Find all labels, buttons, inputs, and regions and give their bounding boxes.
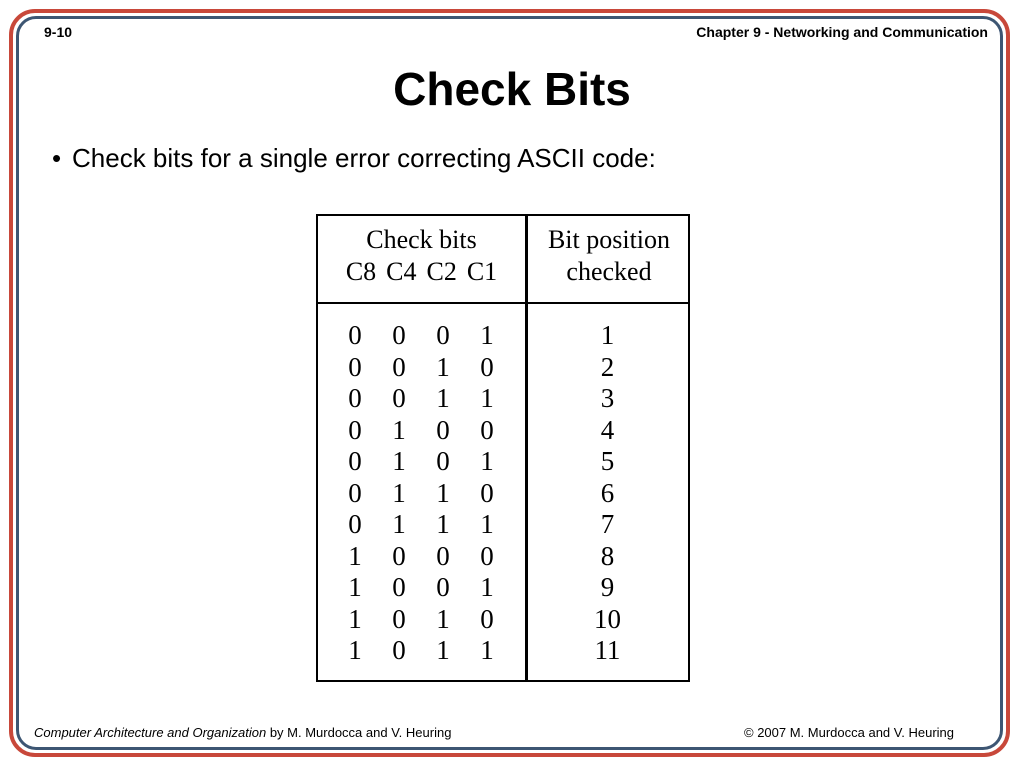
chapter-title: Chapter 9 - Networking and Communication: [696, 24, 988, 40]
table-header-divider: [318, 302, 688, 304]
table-row: [318, 509, 688, 541]
table-body: [318, 320, 688, 667]
check-bit-cell: 1: [436, 635, 450, 665]
check-bit-cell: 1: [480, 320, 494, 350]
check-bit-cell: 0: [480, 540, 494, 571]
check-bit-cell: 0: [348, 446, 362, 476]
header-col-c8: C8: [345, 257, 377, 286]
check-bit-cell: 1: [348, 603, 362, 634]
check-bit-cell: 0: [392, 383, 406, 413]
check-bits-table: [316, 214, 690, 682]
bit-position-cell: 1: [600, 320, 615, 350]
row-check-bits: [318, 415, 524, 447]
slide-number: 9-10: [44, 24, 73, 40]
row-check-bits: [318, 572, 524, 604]
table-row: [318, 352, 688, 384]
row-check-bits: [318, 352, 524, 384]
bit-position-cell: 6: [600, 477, 615, 508]
row-check-bits: [318, 383, 524, 415]
check-bit-cell: 1: [348, 572, 362, 602]
header-col-c2: C2: [426, 257, 457, 286]
bit-position-cell: 2: [600, 351, 615, 382]
table-row: [318, 383, 688, 415]
footer-book-title: Computer Architecture and Organization: [34, 725, 267, 740]
check-bit-cell: 0: [436, 414, 450, 445]
check-bit-cell: 0: [480, 351, 494, 382]
table-row: [318, 541, 688, 573]
check-bit-cell: 0: [348, 414, 362, 445]
check-bit-cell: 0: [480, 414, 494, 445]
footer-copyright: © 2007 M. Murdocca and V. Heuring: [744, 725, 954, 740]
table-row: [318, 478, 688, 510]
row-check-bits: [318, 446, 524, 478]
check-bit-cell: 1: [348, 635, 362, 665]
check-bit-cell: 0: [348, 351, 362, 382]
bit-position-cell: 3: [600, 383, 615, 413]
check-bit-cell: 1: [436, 509, 450, 539]
row-check-bits: [318, 541, 524, 573]
table-header-check-bits: [318, 224, 525, 288]
footer-authors: by M. Murdocca and V. Heuring: [266, 725, 452, 740]
header-col-c1: C1: [466, 257, 498, 286]
row-check-bits: [318, 478, 524, 510]
header-col-c4: C4: [386, 257, 417, 286]
bit-position-cell: 4: [600, 414, 615, 445]
check-bit-cell: 1: [392, 414, 406, 445]
check-bit-cell: 1: [392, 477, 406, 508]
check-bit-cell: 1: [480, 509, 494, 539]
table-row: [318, 415, 688, 447]
header-bit-position-label: Bit position: [547, 225, 671, 254]
bit-position-cell: 8: [600, 540, 615, 571]
table-row: [318, 635, 688, 667]
check-bit-cell: 0: [348, 477, 362, 508]
table-row: [318, 446, 688, 478]
table-row: [318, 604, 688, 636]
row-check-bits: [318, 320, 524, 352]
check-bit-cell: 1: [436, 477, 450, 508]
table-row: [318, 572, 688, 604]
check-bit-cell: 0: [392, 540, 406, 571]
check-bit-cell: 0: [392, 320, 406, 350]
check-bit-cell: 0: [480, 603, 494, 634]
table-row: [318, 320, 688, 352]
row-check-bits: [318, 509, 524, 541]
check-bit-cell: 1: [392, 509, 406, 539]
bit-position-cell: 11: [594, 635, 621, 665]
check-bit-cell: 1: [480, 572, 494, 602]
bullet-item: [52, 143, 656, 174]
bit-position-cell: 9: [600, 572, 615, 602]
check-bit-cell: 1: [392, 446, 406, 476]
check-bit-cell: 0: [392, 603, 406, 634]
check-bit-cell: 0: [436, 320, 450, 350]
row-check-bits: [318, 604, 524, 636]
bullet-text: Check bits for a single error correcting ASCII code:: [72, 143, 656, 173]
header-check-bit-columns: [318, 256, 525, 288]
check-bit-cell: 0: [348, 383, 362, 413]
check-bit-cell: 1: [436, 383, 450, 413]
header-check-bits-label: Check bits: [366, 225, 477, 254]
check-bit-cell: 1: [480, 446, 494, 476]
check-bit-cell: 1: [436, 351, 450, 382]
check-bit-cell: 0: [392, 572, 406, 602]
check-bit-cell: 1: [348, 540, 362, 571]
footer-book-credit: [34, 725, 451, 740]
bit-position-cell: 7: [600, 509, 615, 539]
check-bit-cell: 0: [436, 572, 450, 602]
bit-position-cell: 5: [600, 446, 615, 476]
check-bit-cell: 1: [436, 603, 450, 634]
bullet-dot-icon: •: [52, 143, 62, 173]
header-checked-label: checked: [566, 257, 652, 286]
check-bit-cell: 0: [392, 351, 406, 382]
check-bit-cell: 1: [480, 635, 494, 665]
check-bit-cell: 0: [392, 635, 406, 665]
check-bit-cell: 0: [348, 509, 362, 539]
check-bit-cell: 0: [480, 477, 494, 508]
slide-title: Check Bits: [393, 63, 631, 115]
table-header-bit-position: [528, 224, 690, 288]
check-bit-cell: 0: [436, 540, 450, 571]
bit-position-cell: 10: [593, 603, 621, 634]
check-bit-cell: 0: [348, 320, 362, 350]
check-bit-cell: 0: [436, 446, 450, 476]
check-bit-cell: 1: [480, 383, 494, 413]
row-check-bits: [318, 635, 524, 667]
